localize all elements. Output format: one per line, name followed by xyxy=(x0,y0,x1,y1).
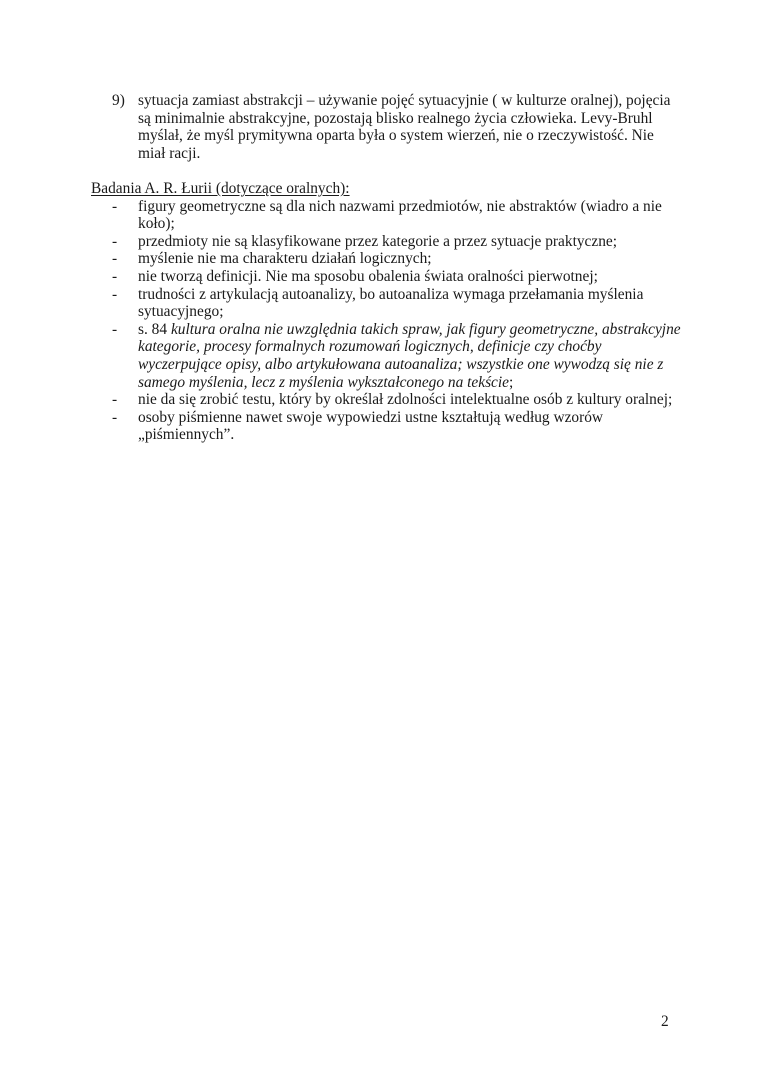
dash-marker: - xyxy=(112,232,118,250)
list-item-text: przedmioty nie są klasyfikowane przez kategorie a przez sytuacje praktyczne; xyxy=(138,232,618,250)
dash-marker: - xyxy=(112,197,118,215)
list-item-text: osoby piśmienne nawet swoje wypowiedzi ustne kształtują według wzorów „piśmiennych”. xyxy=(138,408,604,444)
dash-marker: - xyxy=(112,250,118,268)
list-item xyxy=(112,198,682,233)
list-item xyxy=(112,268,682,286)
numbered-item-9 xyxy=(112,92,682,162)
item-number: 9) xyxy=(112,92,125,109)
list-item xyxy=(112,250,682,268)
page-number: 2 xyxy=(661,1013,669,1030)
list-item-text: figury geometryczne są dla nich nazwami przedmiotów, nie abstraktów (wiadro a nie koło); xyxy=(138,197,662,233)
dash-marker: - xyxy=(112,408,118,426)
list-item-text: nie tworzą definicji. Nie ma sposobu obalenia świata oralności pierwotnej; xyxy=(138,267,598,285)
list-item xyxy=(112,233,682,251)
dash-marker: - xyxy=(112,285,118,303)
list-item-text: myślenie nie ma charakteru działań logicznych; xyxy=(138,250,432,268)
list-item xyxy=(112,391,682,409)
dash-marker: - xyxy=(112,267,118,285)
section-heading: Badania A. R. Łurii (dotyczące oralnych): xyxy=(91,180,350,197)
list-item xyxy=(112,409,682,444)
list-item-text: trudności z artykulacją autoanalizy, bo autoanaliza wymaga przełamania myślenia sytuacyjnego; xyxy=(138,285,644,321)
dash-marker: - xyxy=(112,391,118,409)
list-item-quote xyxy=(112,321,682,391)
quote-suffix: ; xyxy=(509,373,514,391)
bullet-list xyxy=(112,198,682,444)
dash-marker: - xyxy=(112,320,118,338)
page-reference: s. 84 xyxy=(138,320,171,338)
list-item-text: nie da się zrobić testu, który by określał zdolności intelektualne osób z kultury oralnej; xyxy=(138,391,673,409)
list-item xyxy=(112,286,682,321)
quote-text: kultura oralna nie uwzględnia takich spraw, jak figury geometryczne, abstrakcyjne kategorie, procesy formalnych rozumowań logicznych, definicje czy choćby wyczerpujące opisy, albo artykułowana autoanaliza; wszystkie one wywodzą się nie z samego myślenia, lecz z myślenia wykształconego na tekście xyxy=(138,320,681,391)
item-text: sytuacja zamiast abstrakcji – używanie pojęć sytuacyjnie ( w kulturze oralnej), pojęcia są minimalnie abstrakcyjne, pozostają blisko realnego życia człowieka. Levy-Bruhl myślał, że myśl prymitywna oparta była o system wierzeń, nie o rzeczywistość. Nie miał racji. xyxy=(138,92,671,162)
